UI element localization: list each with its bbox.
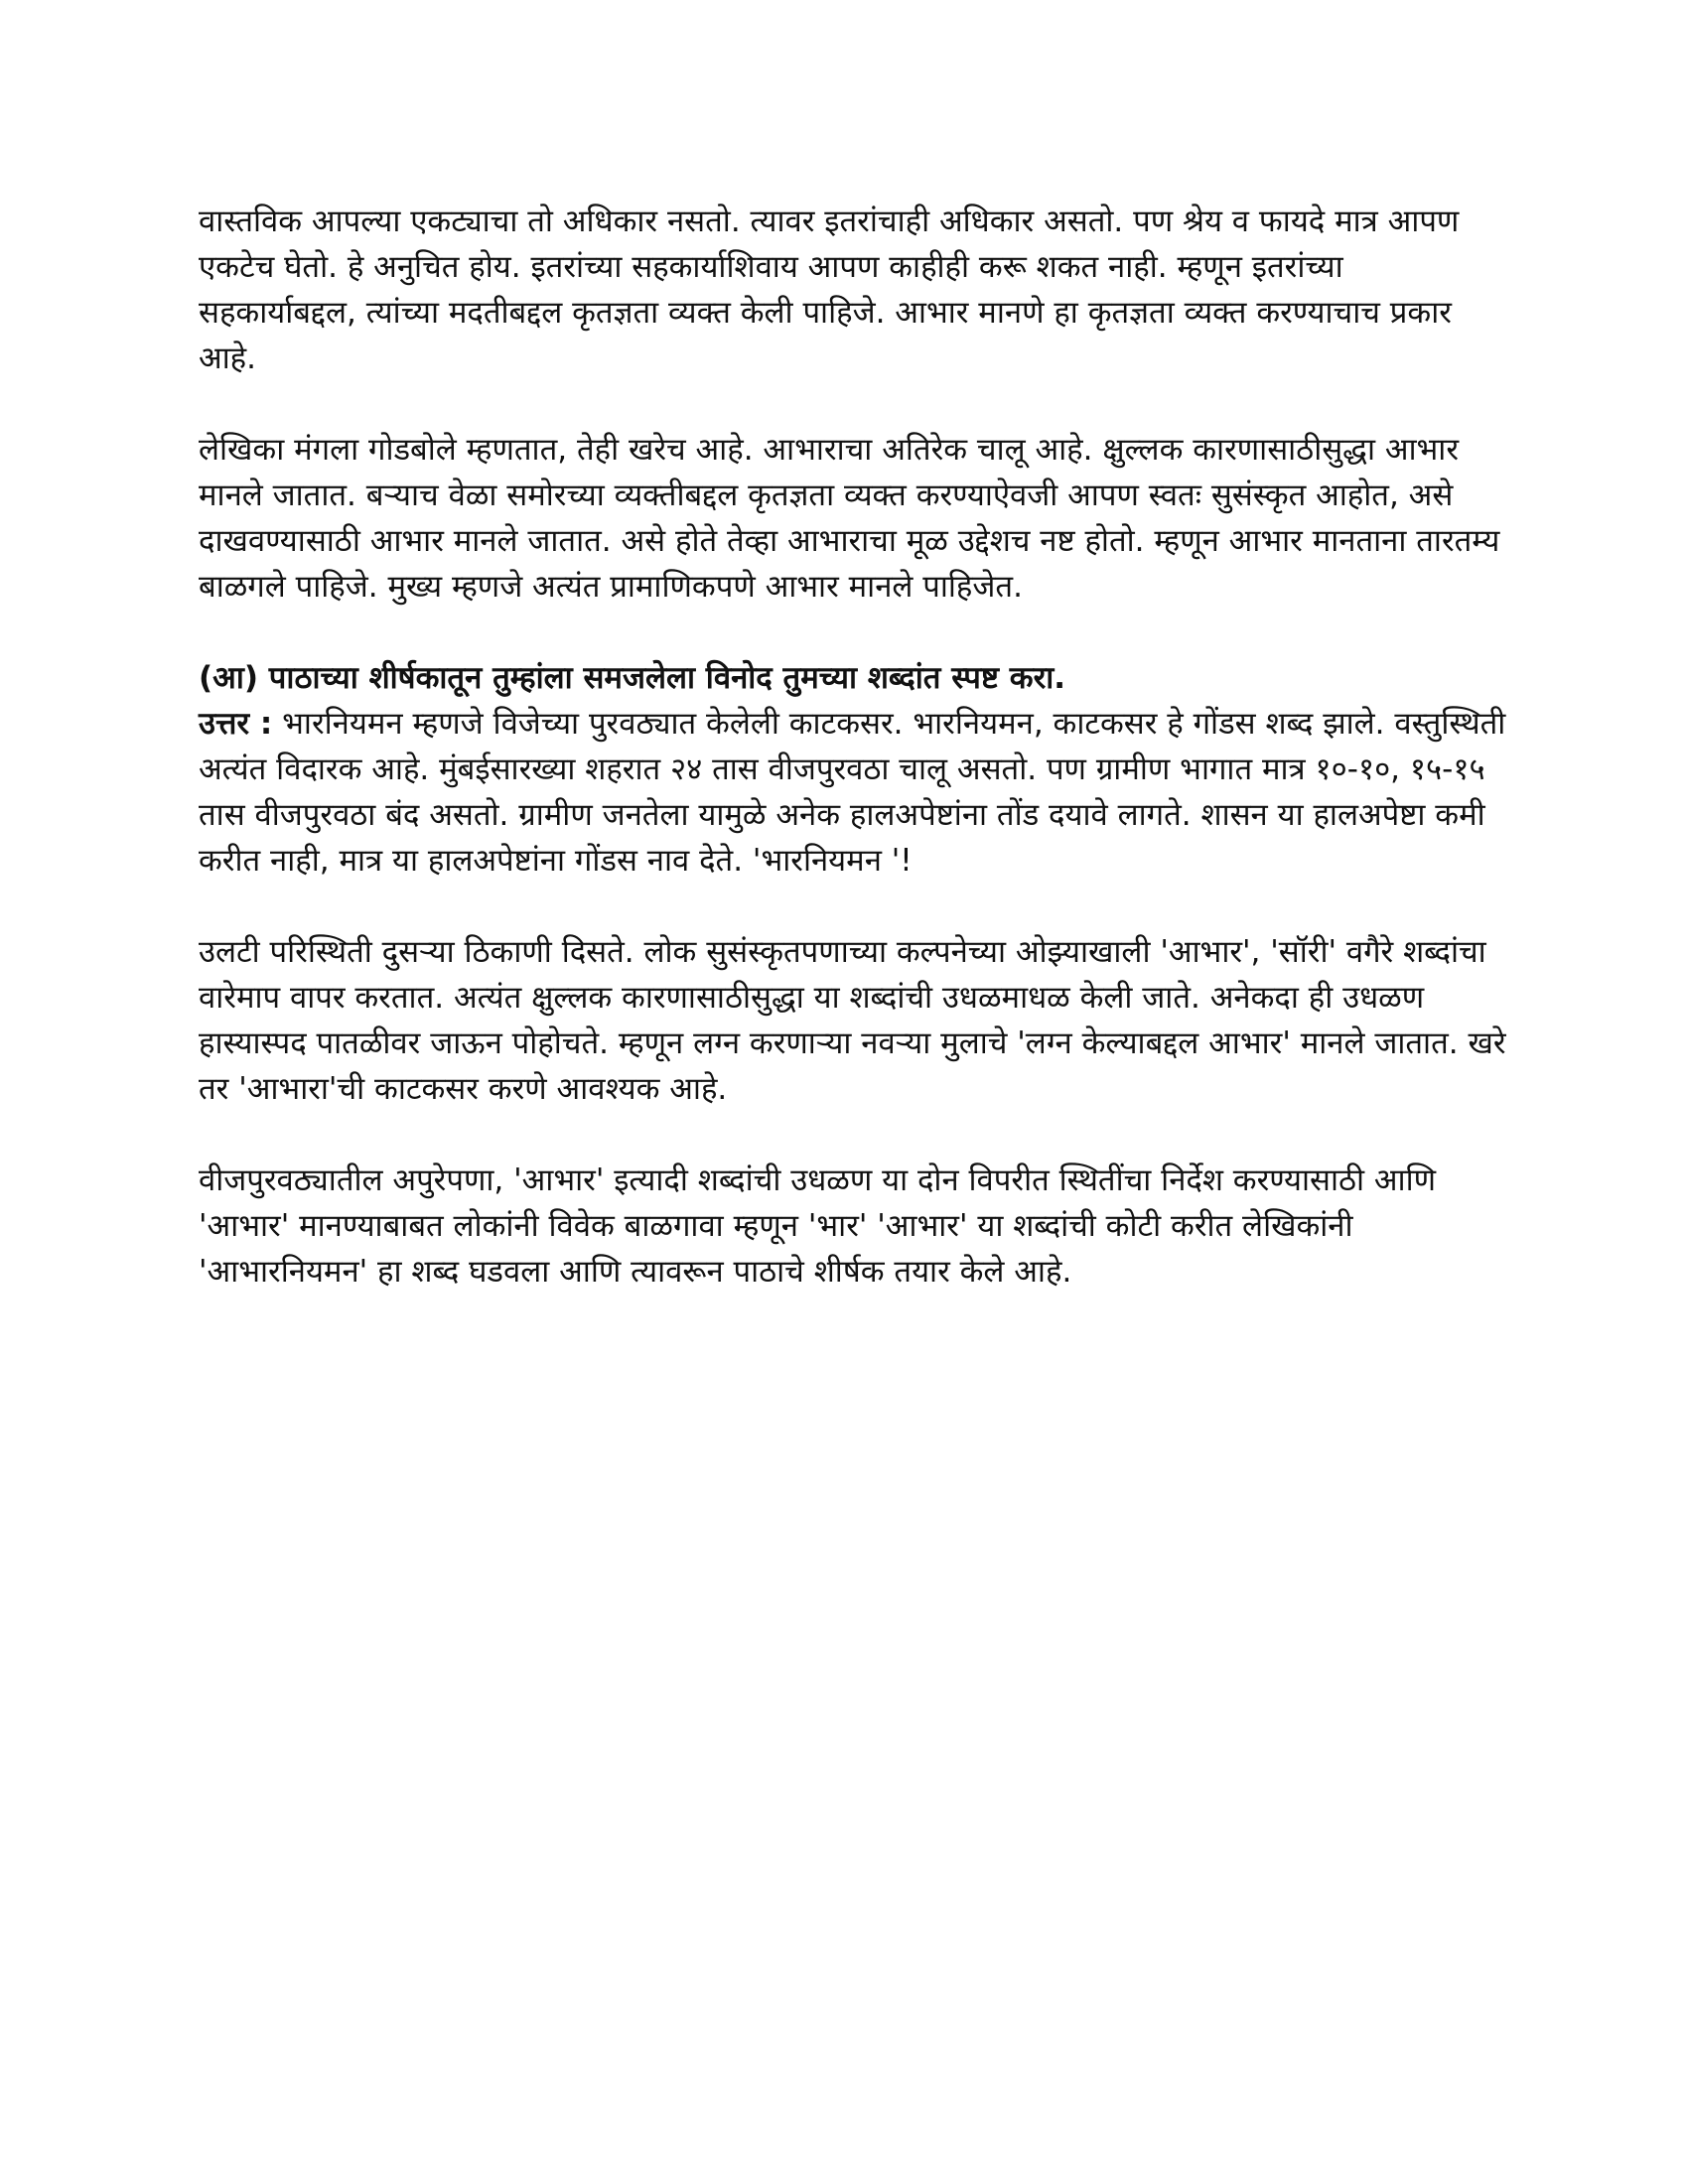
paragraph-3: उलटी परिस्थिती दुसऱ्या ठिकाणी दिसते. लोक सुसंस्कृतपणाच्या कल्पनेच्या ओझ्याखाली 'आभार', 'सॉरी' वगैरे शब्दांचा वारेमाप वापर करतात. अत्यंत क्षुल्लक कारणासाठीसुद्धा या शब्दांची उधळमाधळ केली जाते. अनेकदा ही उधळण हास्यास्पद पातळीवर जाऊन पोहोचते. म्हणून लग्न करणाऱ्या नवऱ्या मुलाचे 'लग्न केल्याबद्दल आभार' मानले जातात. खरे तर 'आभारा'ची काटकसर करणे आवश्यक आहे.: [199, 934, 1506, 1107]
question-heading: (आ) पाठाच्या शीर्षकातून तुम्हांला समजलेला विनोद तुमच्या शब्दांत स्पष्ट करा.: [199, 660, 1066, 696]
answer-paragraph: [199, 701, 1509, 884]
paragraph-4: वीजपुरवठ्यातील अपुरेपणा, 'आभार' इत्यादी शब्दांची उधळण या दोन विपरीत स्थितींचा निर्देश करण्यासाठी आणि 'आभार' मानण्याबाबत लोकांनी विवेक बाळगावा म्हणून 'भार' 'आभार' या शब्दांची कोटी करीत लेखिकांनी 'आभारनियमन' हा शब्द घडवला आणि त्यावरून पाठाचे शीर्षक तयार केले आहे.: [199, 1162, 1437, 1290]
paragraph-1: वास्तविक आपल्या एकट्याचा तो अधिकार नसतो. त्यावर इतरांचाही अधिकार असतो. पण श्रेय व फायदे मात्र आपण एकटेच घेतो. हे अनुचित होय. इतरांच्या सहकार्याशिवाय आपण काहीही करू शकत नाही. म्हणून इतरांच्या सहकार्याबद्दल, त्यांच्या मदतीबद्दल कृतज्ञता व्यक्त केली पाहिजे. आभार मानणे हा कृतज्ञता व्यक्त करण्याचाच प्रकार आहे.: [199, 204, 1460, 376]
answer-label: उत्तर :: [199, 706, 273, 742]
answer-text: भारनियमन म्हणजे विजेच्या पुरवठ्यात केलेली काटकसर. भारनियमन, काटकसर हे गोंडस शब्द झाले. वस्तुस्थिती अत्यंत विदारक आहे. मुंबईसारख्या शहरात २४ तास वीजपुरवठा चालू असतो. पण ग्रामीण भागात मात्र १०-१०, १५-१५ तास वीजपुरवठा बंद असतो. ग्रामीण जनतेला यामुळे अनेक हालअपेष्टांना तोंड दयावे लागते. शासन या हालअपेष्टा कमी करीत नाही, मात्र या हालअपेष्टांना गोंडस नाव देते. 'भारनियमन '!: [199, 706, 1506, 879]
paragraph-2: लेखिका मंगला गोडबोले म्हणतात, तेही खरेच आहे. आभाराचा अतिरेक चालू आहे. क्षुल्लक कारणासाठीसुद्धा आभार मानले जातात. बऱ्याच वेळा समोरच्या व्यक्तीबद्दल कृतज्ञता व्यक्त करण्याऐवजी आपण स्वतः सुसंस्कृत आहोत, असे दाखवण्यासाठी आभार मानले जातात. असे होते तेव्हा आभाराचा मूळ उद्देशच नष्ट होतो. म्हणून आभार मानताना तारतम्य बाळगले पाहिजे. मुख्य म्हणजे अत्यंत प्रामाणिकपणे आभार मानले पाहिजेत.: [199, 432, 1500, 605]
document-page: [199, 199, 1509, 1340]
